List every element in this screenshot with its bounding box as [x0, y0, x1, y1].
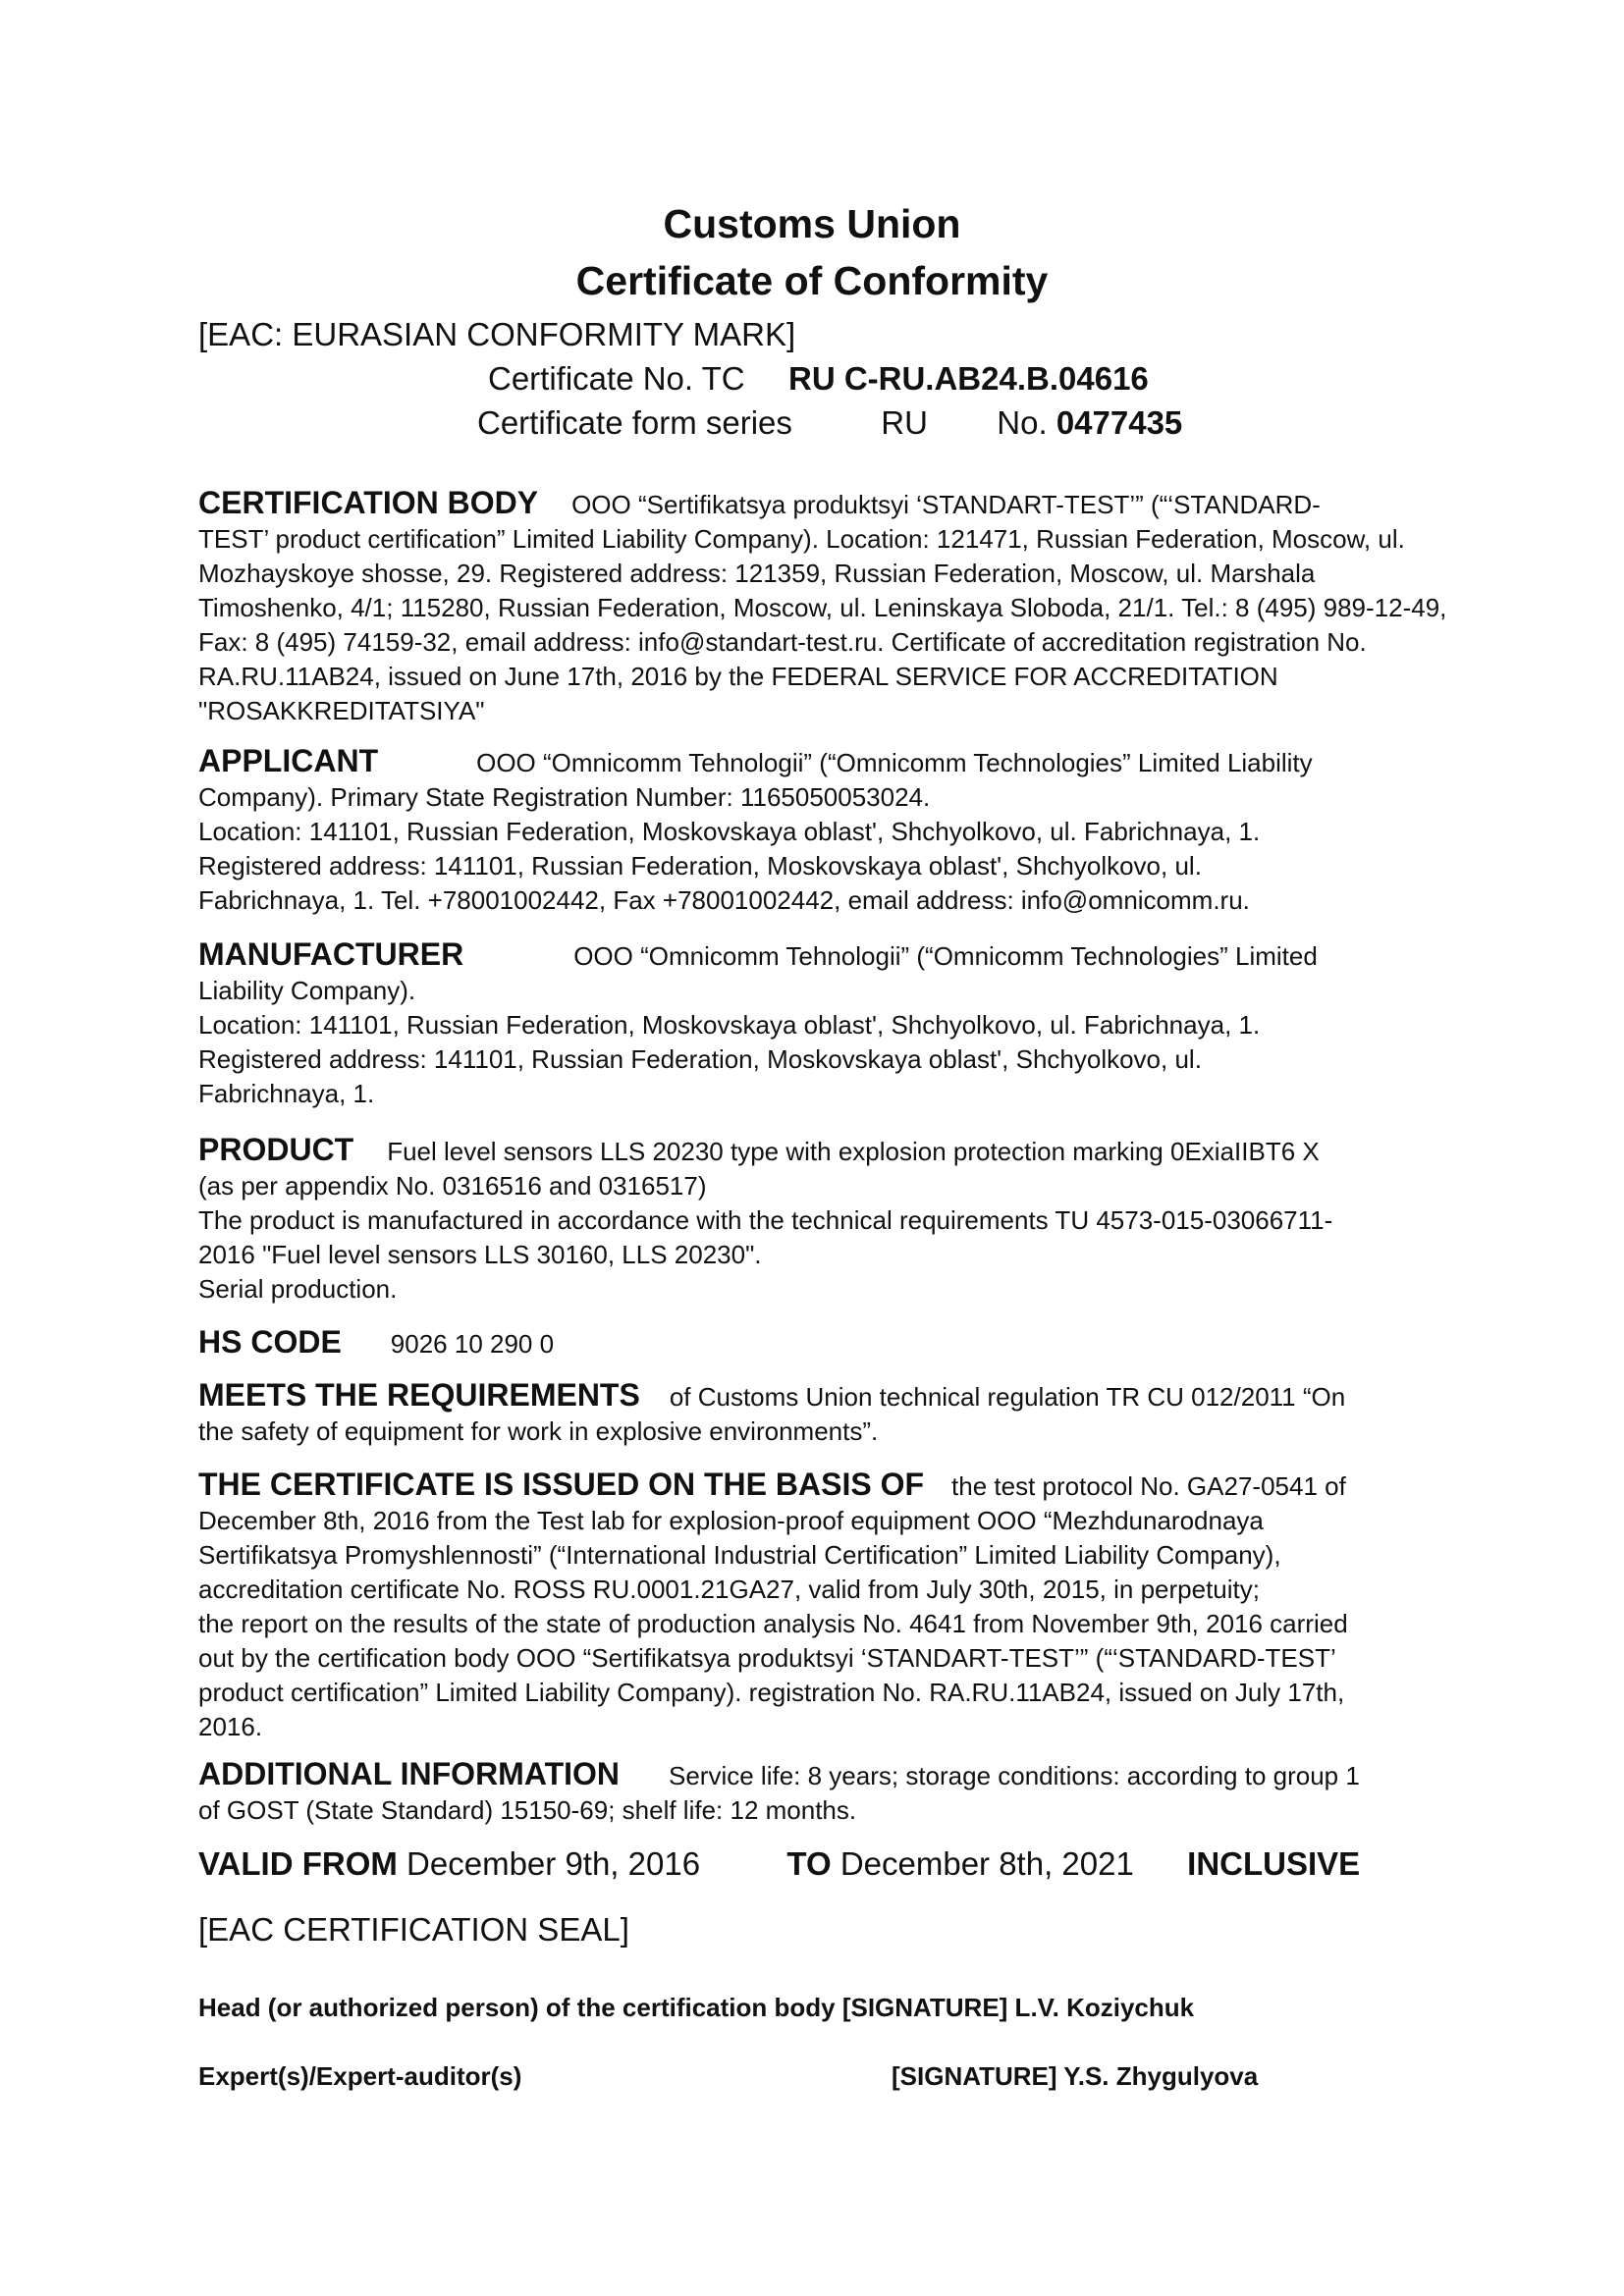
applicant-text-line: Registered address: 141101, Russian Federation, Moskovskaya oblast', Shchyolkovo, ul. — [198, 851, 1202, 881]
manufacturer-heading: MANUFACTURER — [198, 936, 464, 972]
section-requirements — [198, 1378, 1455, 1449]
hs-code-heading: HS CODE — [198, 1324, 342, 1360]
applicant-text-line: Location: 141101, Russian Federation, Moskovskaya oblast', Shchyolkovo, ul. Fabrichnaya, 1. — [198, 817, 1261, 846]
certificate-number-line — [488, 360, 1149, 398]
applicant-text-line: Fabrichnaya, 1. Tel. +78001002442, Fax +78001002442, email address: info@omnicomm.ru. — [198, 885, 1250, 915]
valid-to-date: December 8th, 2021 — [839, 1845, 1134, 1882]
requirements-text-line: the safety of equipment for work in explosive environments”. — [198, 1416, 879, 1446]
section-additional-information — [198, 1757, 1455, 1828]
basis-text-line: product certification” Limited Liability Company). registration No. RA.RU.11AB24, issued on July 17th, — [198, 1678, 1345, 1707]
applicant-text-line: Company). Primary State Registration Number: 1165050053024. — [198, 782, 931, 812]
product-heading: PRODUCT — [198, 1132, 354, 1167]
manufacturer-text-first: OOO “Omnicomm Tehnologii” (“Omnicomm Technologies” Limited — [573, 941, 1318, 971]
section-manufacturer — [198, 937, 1455, 1111]
validity-inclusive: INCLUSIVE — [1187, 1845, 1361, 1882]
certificate-number-value: RU C-RU.AB24.B.04616 — [787, 360, 1149, 397]
certification-body-text: TEST’ product certification” Limited Liability Company). Location: 121471, Russian Federation, Moscow, ul. Mozhayskoye shosse, 29. Registered address: 121359, Russian Federation, Moscow, ul. Marshala Timoshenko, 4/1; 115280, Russian Federation, Moscow, ul. Leninskaya Sloboda, 21/1. Tel.: 8 (495) 989-12-49, Fax: 8 (495) 74159-32, email address: info@standart-test.ru. Certificate of accreditation registration No. RA.RU.11AB24, issued on June 17th, 2016 by the FEDERAL SERVICE FOR ACCREDITATION "ROSAKKREDITATSIYA" — [198, 524, 1447, 725]
product-text-line: (as per appendix No. 0316516 and 0316517) — [198, 1171, 707, 1201]
product-text-line: Serial production. — [198, 1274, 398, 1304]
eac-mark-placeholder: [EAC: EURASIAN CONFORMITY MARK] — [198, 316, 796, 352]
basis-text-line: December 8th, 2016 from the Test lab for explosion-proof equipment OOO “Mezhdunarodnaya — [198, 1506, 1264, 1535]
form-number-label: No. — [997, 404, 1048, 441]
title-certificate-of-conformity: Certificate of Conformity — [575, 258, 1049, 303]
section-hs-code — [198, 1325, 1455, 1362]
product-text-first: Fuel level sensors LLS 20230 type with explosion protection marking 0ExiaIIBT6 X — [387, 1137, 1320, 1166]
basis-text-line: Sertifikatsya Promyshlennosti” (“International Industrial Certification” Limited Liability Company), — [198, 1540, 1281, 1570]
additional-heading: ADDITIONAL INFORMATION — [198, 1756, 620, 1791]
section-certification-body — [198, 486, 1455, 728]
applicant-heading: APPLICANT — [198, 743, 379, 778]
section-product — [198, 1133, 1455, 1307]
section-applicant — [198, 744, 1455, 918]
certification-body-text-first: OOO “Sertifikatsya produktsyi ‘STANDART-TEST’” (“‘STANDARD- — [571, 490, 1321, 519]
basis-text-first: the test protocol No. GA27-0541 of — [951, 1471, 1346, 1501]
manufacturer-text-line: Liability Company). — [198, 976, 416, 1005]
additional-text-first: Service life: 8 years; storage conditions: according to group 1 — [669, 1761, 1360, 1790]
requirements-heading: MEETS THE REQUIREMENTS — [198, 1377, 640, 1413]
eac-seal-placeholder: [EAC CERTIFICATION SEAL] — [198, 1911, 629, 1948]
valid-to-label: TO — [786, 1845, 832, 1882]
expert-signature: [SIGNATURE] Y.S. Zhygulyova — [892, 2061, 1259, 2091]
manufacturer-text-line: Fabrichnaya, 1. — [198, 1079, 375, 1108]
form-series-value: RU — [881, 404, 928, 441]
valid-from-date: December 9th, 2016 — [406, 1845, 701, 1882]
head-signature-line: Head (or authorized person) of the certification body [SIGNATURE] L.V. Koziychuk — [198, 1993, 1195, 2022]
product-text-line: 2016 "Fuel level sensors LLS 30160, LLS 20230". — [198, 1240, 762, 1269]
valid-from-label: VALID FROM — [198, 1845, 398, 1882]
basis-text-line: out by the certification body OOO “Sertifikatsya produktsyi ‘STANDART-TEST’” (“‘STANDARD-TEST’ — [198, 1643, 1336, 1673]
validity-line — [198, 1845, 1360, 1883]
requirements-text-first: of Customs Union technical regulation TR CU 012/2011 “On — [669, 1382, 1346, 1412]
manufacturer-text-line: Location: 141101, Russian Federation, Moskovskaya oblast', Shchyolkovo, ul. Fabrichnaya, 1. — [198, 1010, 1261, 1040]
expert-label: Expert(s)/Expert-auditor(s) — [198, 2061, 522, 2091]
form-series-label: Certificate form series — [477, 404, 792, 441]
basis-heading: THE CERTIFICATE IS ISSUED ON THE BASIS OF — [198, 1467, 925, 1502]
certification-body-heading: CERTIFICATION BODY — [198, 485, 539, 520]
basis-text-line: 2016. — [198, 1712, 263, 1741]
additional-text-line: of GOST (State Standard) 15150-69; shelf life: 12 months. — [198, 1795, 857, 1825]
applicant-text-first: OOO “Omnicomm Tehnologii” (“Omnicomm Technologies” Limited Liability — [476, 748, 1313, 777]
section-issued-basis — [198, 1468, 1455, 1744]
basis-text-line: accreditation certificate No. ROSS RU.0001.21GA27, valid from July 30th, 2015, in perpetuity; — [198, 1575, 1260, 1604]
manufacturer-text-line: Registered address: 141101, Russian Federation, Moskovskaya oblast', Shchyolkovo, ul. — [198, 1044, 1202, 1074]
title-customs-union: Customs Union — [663, 201, 961, 246]
certificate-form-series-line — [477, 404, 1182, 442]
hs-code-value: 9026 10 290 0 — [390, 1329, 555, 1359]
form-number-value: 0477435 — [1056, 404, 1183, 441]
product-text-line: The product is manufactured in accordance with the technical requirements TU 4573-015-03066711- — [198, 1205, 1333, 1235]
certificate-number-label: Certificate No. TC — [488, 360, 745, 397]
basis-text-line: the report on the results of the state of production analysis No. 4641 from November 9th, 2016 carried — [198, 1609, 1348, 1638]
